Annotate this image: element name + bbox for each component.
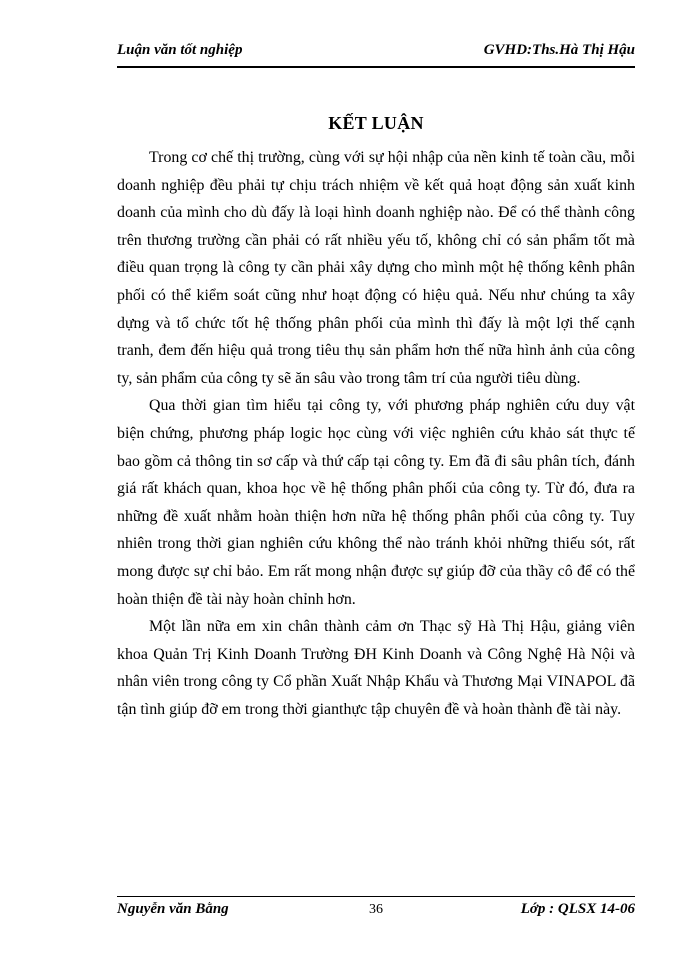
paragraph-1: Trong cơ chế thị trường, cùng với sự hội nhập của nền kinh tế toàn cầu, mỗi doanh nghiệp đều phải tự chịu trách nhiệm về kết quả hoạt động sản xuất kinh doanh của mình cho dù đấy là loại hình doanh nghiệp nào. Để có thể thành công trên thương trường cần phải có rất nhiều yếu tố, không chỉ có sản phẩm tốt mà điều quan trọng là công ty cần phải xây dựng cho mình một hệ thống kênh phân phối có thể kiểm soát cũng như hoạt động có hiệu quả. Nếu như chúng ta xây dựng và tổ chức tốt hệ thống phân phối của mình thì đấy là một lợi thế cạnh tranh, đem đến hiệu quả trong tiêu thụ sản phẩm hơn thế nữa hình ảnh của công ty, sản phẩm của công ty sẽ ăn sâu vào trong tâm trí của người tiêu dùng. [117,149,635,387]
page-title: KẾT LUẬN [328,113,424,133]
page-footer [117,896,635,923]
page-header [117,40,635,68]
document-body [117,144,635,723]
paragraph-2: Qua thời gian tìm hiểu tại công ty, với phương pháp nghiên cứu duy vật biện chứng, phương pháp logic học cùng với việc nghiên cứu khảo sát thực tế bao gồm cả thông tin sơ cấp và thứ cấp tại công ty. Em đã đi sâu phân tích, đánh giá rất khách quan, khoa học về hệ thống phân phối của công ty. Từ đó, đưa ra những đề xuất nhằm hoàn thiện hơn nữa hệ thống phân phối của công ty. Tuy nhiên trong thời gian nghiên cứu không thể nào tránh khỏi những thiếu sót, rất mong được sự chỉ bảo. Em rất mong nhận được sự giúp đỡ của thầy cô để có thể hoàn thiện đề tài này hoàn chỉnh hơn. [117,397,635,608]
footer-class: Lớp : QLSX 14-06 [520,901,635,917]
header-advisor-label: GVHD:Ths.Hà Thị Hậu [483,42,635,58]
page-number: 36 [369,902,383,917]
footer-author: Nguyễn văn Bằng [117,901,229,917]
paragraph-3: Một lần nữa em xin chân thành cảm ơn Thạc sỹ Hà Thị Hậu, giảng viên khoa Quản Trị Kinh Doanh Trường ĐH Kinh Doanh và Công Nghệ Hà Nội và nhân viên trong công ty Cổ phần Xuất Nhập Khẩu và Thương Mại VINAPOL đã tận tình giúp đỡ em trong thời gianthực tập chuyên đề và hoàn thành đề tài này. [117,618,635,718]
header-thesis-label: Luận văn tốt nghiệp [117,42,243,58]
